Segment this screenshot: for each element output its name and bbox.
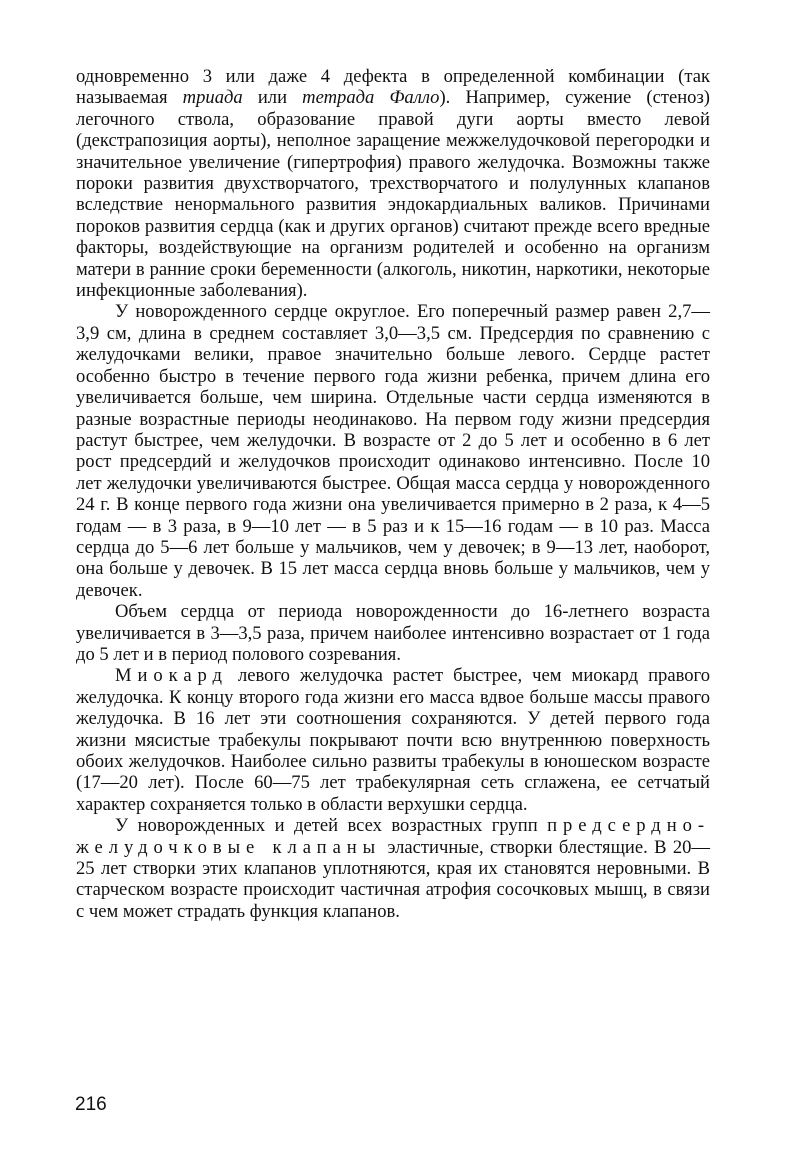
paragraph-2: У новорожденного сердце округлое. Его поперечный размер равен 2,7—3,9 см, длина в среднем составляет 3,0—3,5 см. Предсердия по сравнению с желудочками велики, правое значительно больше левого. Сердце растет особенно быстро в течение первого года жизни ребенка, причем длина его увеличивается больше, чем ширина. Отдельные части сердца изменяются в разные возрастные периоды неодинаково. На первом году жизни предсердия растут быстрее, чем желудочки. В возрасте от 2 до 5 лет и особенно в 6 лет рост предсердий и желудочков происходит одинаково интенсивно. После 10 лет желудочки увеличиваются быстрее. Общая масса сердца у новорожденного 24 г. В конце первого года жизни она увеличивается примерно в 2 раза, к 4—5 годам — в 3 раза, в 9—10 лет — в 5 раз и к 15—16 годам — в 10 раз. Масса сердца до 5—6 лет больше у мальчиков, чем у девочек; в 9—13 лет, наоборот, она больше у девочек. В 15 лет масса сердца вновь больше у мальчиков, чем у девочек. — [76, 301, 710, 601]
term-triad: триада — [182, 87, 243, 109]
paragraph-3: Объем сердца от периода новорожденности до 16-летнего возраста увеличивается в 3—3,5 раза, причем наиболее интенсивно возрастает от 1 года до 5 лет и в период полового созревания. — [76, 601, 710, 665]
term-av-valves: предсердно-желудочковые клапаны — [76, 815, 710, 858]
paragraph-1 — [76, 66, 710, 301]
paragraph-4 — [76, 665, 710, 815]
page-body — [76, 66, 710, 922]
paragraph-1-part-e: ). Например, сужение (стеноз) легочного ствола, образование правой дуги аорты вместо левой (декстрапозиция аорты), неполное заращение межжелудочковой перегородки и значительное увеличение (гипертрофия) правого желудочка. Возможны также пороки развития двухстворчатого, трехстворчатого и полулунных клапанов вследствие ненормального развития эндокардиальных валиков. Причинами пороков развития сердца (как и других органов) считают прежде всего вредные факторы, воздействующие на организм родителей и особенно на организм матери в ранние сроки беременности (алкоголь, никотин, наркотики, некоторые инфекционные заболевания). — [76, 87, 710, 302]
paragraph-1-part-c: или — [242, 87, 303, 109]
term-myocardium: Миокард — [115, 665, 228, 687]
paragraph-5 — [76, 815, 710, 922]
paragraph-5-lead: У новорожденных и детей всех возрастных групп — [115, 815, 548, 837]
paragraph-1-part-a: одновременно 3 или даже 4 дефекта в определенной комбинации (так называемая — [76, 66, 710, 109]
term-fallot-tetrad: тетрада Фалло — [302, 87, 440, 109]
paragraph-5-rest: эластичные, створки блестящие. В 20—25 лет створки этих клапанов уплотняются, края их становятся неровными. В старческом возрасте происходит частичная атрофия сосочковых мышц, в связи с чем может страдать функция клапанов. — [76, 836, 711, 922]
page-number: 216 — [75, 1094, 107, 1115]
paragraph-4-rest: левого желудочка растет быстрее, чем миокард правого желудочка. К концу второго года жизни его масса вдвое больше массы правого желудочка. В 16 лет эти соотношения сохраняются. У детей первого года жизни мясистые трабекулы покрывают почти всю внутреннюю поверхность обоих желудочков. Наиболее сильно развиты трабекулы в юношеском возрасте (17—20 лет). После 60—75 лет трабекулярная сеть сглажена, ее сетчатый характер сохраняется только в области верхушки сердца. — [76, 665, 710, 815]
